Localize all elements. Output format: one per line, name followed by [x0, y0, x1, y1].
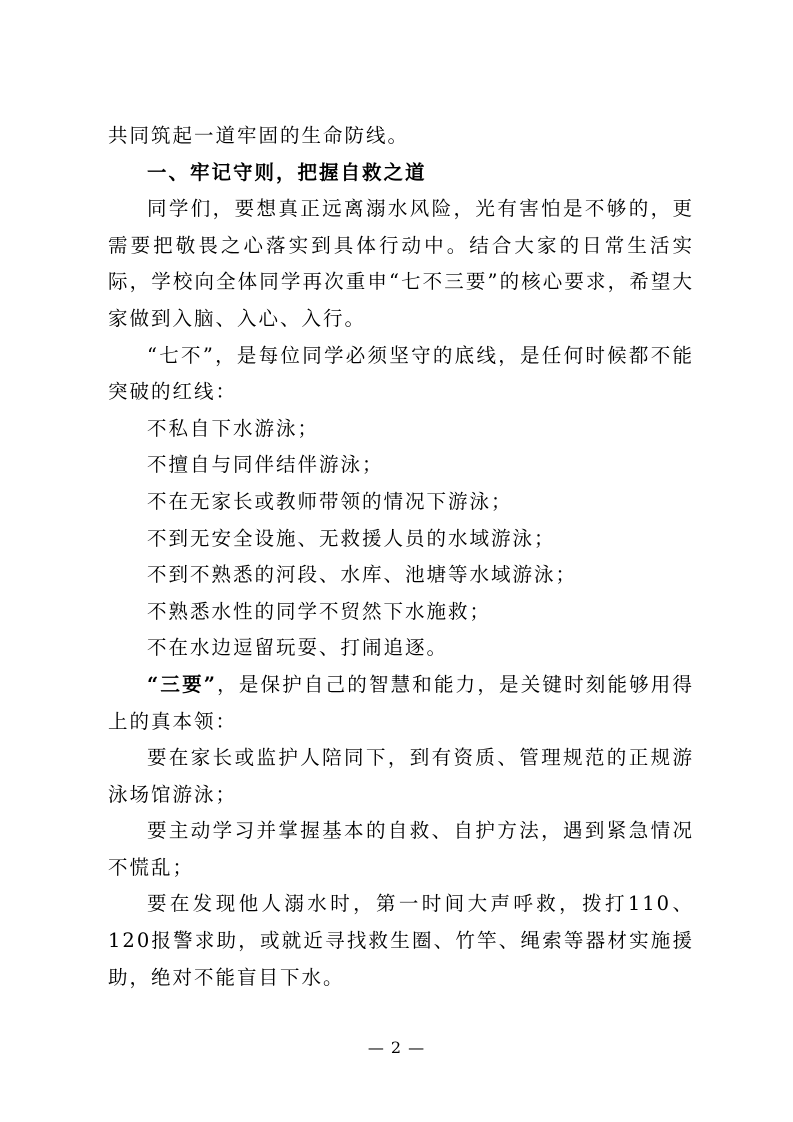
seven-no-description: ，是每位同学必须坚守的底线，是任何时候都不能突破的红线：	[108, 343, 694, 404]
seven-no-intro	[108, 338, 694, 411]
document-body	[108, 118, 694, 996]
seven-no-item: 不擅自与同伴结伴游泳；	[147, 453, 384, 477]
seven-no-item: 不在无家长或教师带领的情况下游泳；	[147, 489, 513, 513]
seven-no-term: “七不”	[147, 343, 215, 367]
seven-no-item: 不私自下水游泳；	[147, 416, 320, 440]
three-must-intro	[108, 667, 694, 740]
three-must-term: “三要”	[147, 672, 217, 696]
page-number: — 2 —	[367, 1038, 426, 1057]
continuation-line: 共同筑起一道牢固的生命防线。	[108, 124, 410, 147]
seven-no-item: 不到不熟悉的河段、水库、池塘等水域游泳；	[147, 563, 578, 587]
three-must-item: 要主动学习并掌握基本的自救、自护方法，遇到紧急情况不慌乱；	[108, 819, 694, 879]
three-must-description: ，是保护自己的智慧和能力，是关键时刻能够用得上的真本领：	[108, 672, 694, 733]
intro-paragraph: 同学们，要想真正远离溺水风险，光有害怕是不够的，更需要把敬畏之心落实到具体行动中。结合大家的日常生活实际，学校向全体同学再次重申“七不三要”的核心要求，希望大家做到入脑、入心、入行。	[108, 197, 694, 330]
seven-no-item: 不到无安全设施、无救援人员的水域游泳；	[147, 526, 556, 550]
three-must-item: 要在家长或监护人陪同下，到有资质、管理规范的正规游泳场馆游泳；	[108, 746, 694, 806]
seven-no-item: 不熟悉水性的同学不贸然下水施救；	[147, 599, 492, 623]
seven-no-item: 不在水边逗留玩耍、打闹追逐。	[147, 636, 449, 660]
three-must-item: 要在发现他人溺水时，第一时间大声呼救，拨打110、120报警求助，或就近寻找救生圈、竹竿、绳索等器材实施援助，绝对不能盲目下水。	[108, 892, 694, 989]
section-heading: 一、牢记守则，把握自救之道	[147, 160, 427, 184]
